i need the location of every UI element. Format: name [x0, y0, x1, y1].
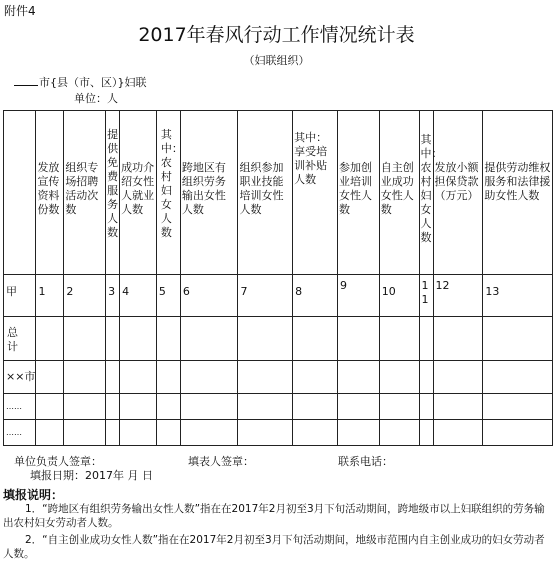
statistics-table: [3, 110, 553, 446]
header-cell-5: 其中：农村妇女人数: [156, 111, 180, 275]
document-subtitle: （妇联组织）: [243, 54, 310, 67]
number-cell: 12: [433, 275, 483, 317]
number-cell: 4: [120, 275, 157, 317]
header-cell-7: 组织参加职业技能培训女性人数: [238, 111, 293, 275]
number-cell: 8: [293, 275, 338, 317]
header-cell-9: 参加创业培训女性人数: [337, 111, 379, 275]
header-cell-4: 成功介绍女性人就业人数: [120, 111, 157, 275]
contact-phone: 联系电话：: [338, 455, 393, 468]
attachment-label: 附件4: [4, 4, 36, 18]
note-item: 1．“跨地区有组织劳务输出女性人数”指在在2017年2月初至3月下旬活动期间，跨地级市以上妇联组织的劳务输出农村妇女劳动者人数。: [3, 503, 545, 529]
header-cell-0: [4, 111, 36, 275]
number-cell: 2: [64, 275, 106, 317]
row-label: 总计: [4, 317, 36, 361]
number-cell: 9: [337, 275, 379, 317]
number-cell: 7: [238, 275, 293, 317]
number-cell: 6: [180, 275, 238, 317]
row-label: ……: [4, 394, 36, 420]
header-cell-10: 自主创业成功女性人数: [379, 111, 419, 275]
header-cell-3: 提供免费服务人数: [106, 111, 120, 275]
header-cell-11: 其中：农村妇女人数: [419, 111, 433, 275]
header-cell-2: 组织专场招聘活动次数: [64, 111, 106, 275]
number-cell: 10: [379, 275, 419, 317]
row-label: ××市: [4, 361, 36, 394]
number-cell: 1: [36, 275, 64, 317]
number-cell: 3: [106, 275, 120, 317]
filler-signature: 填表人签章：: [188, 455, 254, 468]
number-cell: 11: [419, 275, 433, 317]
header-cell-8: 其中：享受培训补贴人数: [293, 111, 338, 275]
header-cell-13: 提供劳动维权服务和法律援助女性人数: [483, 111, 553, 275]
header-row: [4, 111, 553, 275]
number-cell: 13: [483, 275, 553, 317]
row-label: ……: [4, 420, 36, 446]
report-date: 填报日期：2017年 月 日: [30, 469, 153, 482]
number-row: [4, 275, 553, 317]
note-item: 2．“自主创业成功女性人数”指在在2017年2月初至3月下旬活动期间，地级市范围内自主创业成功的妇女劳动者人数。: [3, 534, 545, 560]
city-line: [14, 74, 147, 90]
city-line-text: 市{县（市、区）}妇联: [39, 76, 147, 89]
table-row: [4, 317, 553, 361]
document-title: 2017年春风行动工作情况统计表: [138, 24, 415, 46]
number-cell: 甲: [4, 275, 36, 317]
table-row: [4, 361, 553, 394]
table-row: [4, 394, 553, 420]
header-cell-12: 发放小额担保贷款（万元）: [433, 111, 483, 275]
number-cell: 5: [156, 275, 180, 317]
header-cell-6: 跨地区有组织劳务输出女性人数: [180, 111, 238, 275]
notes-title: 填报说明：: [3, 488, 64, 502]
unit-label: 单位：人: [74, 92, 118, 105]
city-blank: [14, 76, 38, 86]
table-row: [4, 420, 553, 446]
unit-leader-signature: 单位负责人签章：: [14, 455, 102, 468]
header-cell-1: 发放宣传资料份数: [36, 111, 64, 275]
